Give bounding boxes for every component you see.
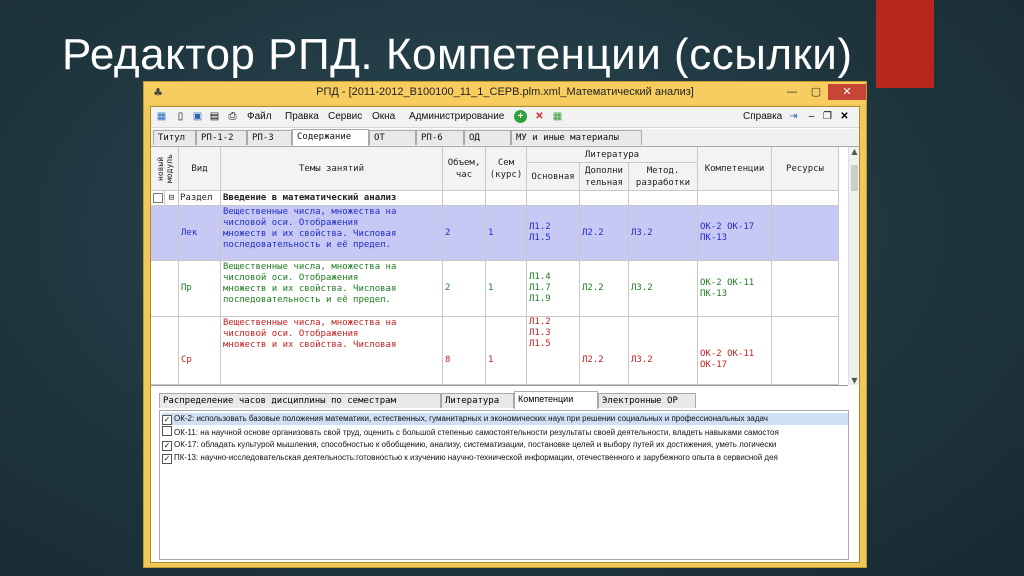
row-sr-type[interactable]: Ср [179,317,221,385]
scroll-down-icon[interactable]: ▼ [851,376,858,385]
row-lek-lit-method[interactable]: Л3.2 [629,206,698,261]
new-file-icon[interactable]: ▯ [177,111,184,122]
menu-edit[interactable]: Правка [285,111,319,122]
section-type: Раздел [179,191,221,206]
row-lek-semester[interactable]: 1 [486,206,527,261]
row-pr-lit-main[interactable]: Л1.4 Л1.7 Л1.9 [527,261,580,317]
tab-electronic-or[interactable]: Электронные ОР [598,393,696,408]
window-titlebar[interactable] [144,82,866,104]
section-sem-cell [486,191,527,206]
section-comp-cell [698,191,772,206]
row-lek-topic[interactable]: Вещественные числа, множества на числовой оси. Отображения множеств и их свойства. Числовая последовательность и её предел. [221,206,443,261]
competence-item[interactable] [162,426,849,438]
grid-scrollbar[interactable] [848,147,860,385]
competence-item[interactable] [162,413,849,425]
table-icon[interactable]: ▦ [552,111,563,122]
header-new-module[interactable] [151,147,179,191]
tab-competences[interactable]: Компетенции [514,391,598,409]
tab-rp-3[interactable]: РП-3 [247,130,292,145]
row-sr-lit-method[interactable]: Л3.2 [629,317,698,385]
child-close-icon[interactable]: ✕ [840,111,849,122]
menu-help[interactable]: Справка [743,111,783,122]
table-row-lek-marker[interactable] [151,206,179,261]
competence-checkbox[interactable] [162,426,172,436]
row-sr-lit-main[interactable]: Л1.2 Л1.3 Л1.5 [527,317,580,385]
scroll-thumb[interactable] [851,165,858,191]
add-icon[interactable]: + [514,110,527,123]
menu-file[interactable]: Файл [247,111,272,122]
section-expander[interactable]: ⊟ [165,191,179,206]
header-volume[interactable]: Объем, час [443,147,486,191]
slide-accent-bar [876,0,934,88]
bottom-tabs [159,392,859,409]
competence-text: ОК-2: использовать базовые положения математики, естественных, гуманитарных и экономических наук при решении социальных и профессиональных задач [174,414,768,423]
competence-text: ОК-11: на научной основе организовать свой труд, оценить с большой степенью самостоятельности результаты своей деятельности, владеть навыками самостоя [174,428,779,437]
row-lek-competences[interactable]: ОК-2 ОК-17 ПК-13 [698,206,772,261]
header-resources[interactable]: Ресурсы [772,147,839,191]
row-pr-competences[interactable]: ОК-2 ОК-11 ПК-13 [698,261,772,317]
save-icon[interactable]: ▣ [192,111,203,122]
competence-checkbox[interactable]: ✓ [163,454,171,463]
row-pr-lit-add[interactable]: Л2.2 [580,261,629,317]
row-pr-resources[interactable] [772,261,839,317]
row-sr-topic[interactable]: Вещественные числа, множества на числовой оси. Отображения множеств и их свойства. Числовая [221,317,443,385]
row-pr-volume[interactable]: 2 [443,261,486,317]
main-tabs [151,129,859,147]
competence-item[interactable] [162,452,849,464]
scroll-up-icon[interactable]: ▲ [851,147,858,156]
app-icon: ♣ [153,86,163,99]
row-lek-lit-main[interactable]: Л1.2 Л1.5 [527,206,580,261]
section-checkbox-box [153,193,163,203]
row-sr-competences[interactable]: ОК-2 ОК-11 ОК-17 [698,317,772,385]
app-menu-icon[interactable]: ▦ [156,111,167,122]
row-sr-lit-add[interactable]: Л2.2 [580,317,629,385]
menu-windows[interactable]: Окна [372,111,396,122]
window-title: РПД - [2011-2012_B100100_11_1_СЕРВ.plm.xml_Математический анализ] [316,86,694,98]
competences-list [159,410,849,560]
slide-title: Редактор РПД. Компетенции (ссылки) [62,30,853,79]
row-pr-topic[interactable]: Вещественные числа, множества на числовой оси. Отображения множеств и их свойства. Числовая последовательность и её предел. [221,261,443,317]
row-sr-semester[interactable]: 1 [486,317,527,385]
minimize-button[interactable]: — [786,85,798,98]
section-lit-main-cell [527,191,580,206]
competence-text: ПК-13: научно-исследовательская деятельность:готовностью к изучению научно-технической информации, отечественного и зарубежного опыта в сервисной дея [174,453,778,462]
header-competences[interactable]: Компетенции [698,147,772,191]
header-new-module-label: новый модуль [155,154,174,183]
section-title[interactable]: Введение в математический анализ [221,191,443,206]
competence-text: ОК-17: обладать культурой мышления, способностью к обобщению, анализу, систематизации, постановке целей и выбору путей их достижения, уметь логически [174,440,777,449]
header-lit-main[interactable]: Основная [527,163,580,191]
row-pr-type[interactable]: Пр [179,261,221,317]
child-restore-icon[interactable]: ❐ [823,111,832,122]
row-sr-volume[interactable]: 8 [443,317,486,385]
print-icon[interactable]: ⎙ [228,111,237,122]
section-checkbox[interactable] [151,191,165,206]
header-lit-method[interactable]: Метод. разработки [629,163,698,191]
competence-checkbox[interactable]: ✓ [163,441,171,450]
competence-checkbox[interactable]: ✓ [163,415,171,424]
header-literature[interactable]: Литература [527,147,698,163]
maximize-button[interactable]: ▢ [810,85,822,98]
section-res-cell [772,191,839,206]
row-lek-lit-add[interactable]: Л2.2 [580,206,629,261]
row-pr-lit-method[interactable]: Л3.2 [629,261,698,317]
child-minimize-icon[interactable]: – [808,111,815,122]
header-semester[interactable]: Сем (курс) [486,147,527,191]
row-sr-resources[interactable] [772,317,839,385]
header-lit-additional[interactable]: Дополни тельная [580,163,629,191]
header-vid[interactable]: Вид [179,147,221,191]
section-lit-method-cell [629,191,698,206]
header-topics[interactable]: Темы занятий [221,147,443,191]
section-lit-add-cell [580,191,629,206]
close-button[interactable]: ✕ [828,84,866,100]
exit-icon[interactable]: ⇥ [789,111,798,122]
tab-hours-distribution[interactable]: Распределение часов дисциплины по семестрам [159,393,441,408]
tab-mu[interactable]: МУ и иные материалы [511,130,642,145]
menubar [151,107,859,128]
tab-titul[interactable]: Титул [153,130,196,145]
menu-admin[interactable]: Администрирование [409,111,505,122]
competence-item[interactable] [162,439,849,451]
row-lek-volume[interactable]: 2 [443,206,486,261]
tab-rp-1-2[interactable]: РП-1-2 [196,130,247,145]
tab-ot[interactable]: ОТ [369,130,416,145]
row-pr-semester[interactable]: 1 [486,261,527,317]
preview-icon[interactable]: ▤ [209,111,220,122]
table-row-sr-marker[interactable] [151,317,179,385]
app-window [143,81,867,568]
tab-content[interactable]: Содержание [292,129,369,146]
mdi-client [150,106,860,563]
tab-literature[interactable]: Литература [441,393,514,408]
delete-icon[interactable]: ✕ [535,111,544,122]
tab-rp-6[interactable]: РП-6 [416,130,464,145]
row-lek-resources[interactable] [772,206,839,261]
table-row-pr-marker[interactable] [151,261,179,317]
row-lek-type[interactable]: Лек [179,206,221,261]
tab-od[interactable]: ОД [464,130,511,145]
content-grid [151,147,848,386]
menu-service[interactable]: Сервис [328,111,363,122]
section-volume-cell [443,191,486,206]
